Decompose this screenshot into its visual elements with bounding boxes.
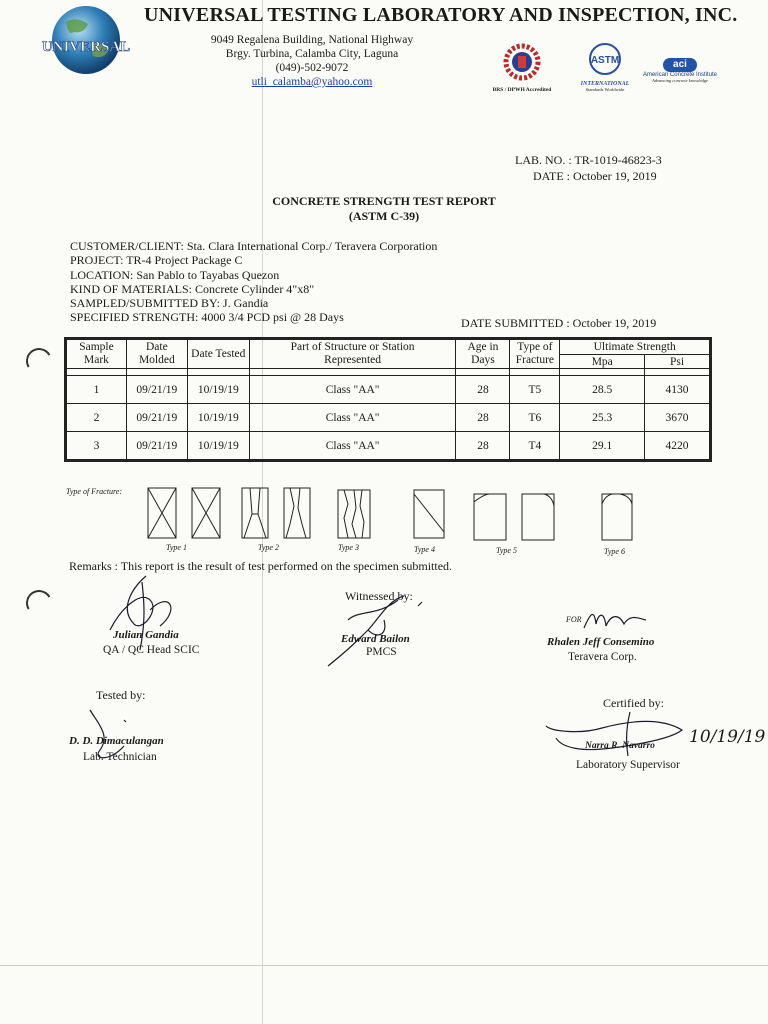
fracture-legend-label: Type of Fracture: (66, 487, 122, 496)
witnessed-by-label: Witnessed by: (345, 589, 413, 603)
fracture-type2-label: Type 2 (258, 543, 279, 552)
company-address-line1: 9049 Regalena Building, National Highway (210, 34, 414, 46)
cell-psi: 3670 (645, 404, 710, 432)
qa-signatory-name: Julian Gandia (113, 629, 179, 641)
fracture-type6-label: Type 6 (604, 547, 625, 556)
svg-text:UNIVERSAL: UNIVERSAL (41, 39, 131, 55)
signature-rhalen-consemino (580, 604, 650, 636)
cell-age: 28 (456, 432, 510, 460)
fracture-type3-label: Type 3 (338, 543, 359, 552)
fracture-type5-label: Type 5 (496, 546, 517, 555)
cell-fracture-type: T6 (510, 404, 560, 432)
cell-sample-mark: 1 (67, 376, 127, 404)
sampled-submitted-by: SAMPLED/SUBMITTED BY: J. Gandia (70, 296, 269, 311)
cell-part: Class "AA" (249, 376, 456, 404)
cell-date-molded: 09/21/19 (126, 432, 187, 460)
cell-date-tested: 10/19/19 (187, 432, 249, 460)
customer-client: CUSTOMER/CLIENT: Sta. Clara International Corp./ Teravera Corporation (70, 239, 438, 253)
teravera-signatory-role: Teravera Corp. (568, 651, 637, 663)
table-row (67, 376, 710, 404)
for-prefix: FOR (566, 615, 582, 624)
tested-by-label: Tested by: (96, 688, 146, 702)
lab-number: LAB. NO. : TR-1019-46823-3 (515, 153, 662, 167)
kind-of-materials: KIND OF MATERIALS: Concrete Cylinder 4"x8" (70, 281, 315, 296)
fracture-type4-diagram (414, 490, 444, 538)
fracture-type4-label: Type 4 (414, 545, 435, 554)
cell-date-tested: 10/19/19 (187, 404, 249, 432)
cell-date-molded: 09/21/19 (126, 404, 187, 432)
cell-date-tested: 10/19/19 (187, 376, 249, 404)
remarks: Remarks : This report is the result of test performed on the specimen submitted. (69, 559, 453, 573)
date-submitted: DATE SUBMITTED : October 19, 2019 (461, 316, 657, 330)
fracture-type2-diagram-a (242, 488, 268, 538)
table-row (67, 432, 710, 460)
cell-part: Class "AA" (249, 404, 456, 432)
company-name: UNIVERSAL TESTING LABORATORY AND INSPECTION, INC. (144, 4, 738, 26)
fracture-type5-diagram-b (522, 494, 554, 540)
table-row (67, 404, 710, 432)
signature-narra-navarro (542, 708, 692, 760)
col-header-psi: Psi (645, 355, 710, 369)
qa-signatory-role: QA / QC Head SCIC (103, 644, 200, 656)
cell-psi: 4220 (645, 432, 710, 460)
cell-psi: 4130 (645, 376, 710, 404)
company-address-line2: Brgy. Turbina, Calamba City, Laguna (225, 48, 399, 60)
company-logo (36, 4, 136, 78)
col-header-type-of-fracture: Type of Fracture (510, 340, 560, 369)
col-header-mpa: Mpa (560, 355, 645, 369)
col-header-age-in-days: Age in Days (456, 340, 510, 369)
pmcs-signatory-role: PMCS (366, 646, 397, 658)
fracture-type-diagrams (140, 484, 660, 546)
cell-part: Class "AA" (249, 432, 456, 460)
cell-mpa: 28.5 (560, 376, 645, 404)
location: LOCATION: San Pablo to Tayabas Quezon (70, 267, 280, 282)
cell-age: 28 (456, 404, 510, 432)
paper-edge-line (0, 965, 768, 966)
cell-date-molded: 09/21/19 (126, 376, 187, 404)
punch-hole-mark (23, 587, 55, 619)
svg-text:ASTM: ASTM (590, 55, 620, 66)
supervisor-name: Narra R. Navarro (585, 741, 655, 751)
project: PROJECT: TR-4 Project Package C (70, 253, 243, 268)
technician-name: D. D. Dimaculangan (69, 735, 164, 747)
results-table-frame (64, 337, 712, 462)
punch-hole-mark (23, 345, 55, 377)
report-title: CONCRETE STRENGTH TEST REPORT (272, 194, 496, 208)
pmcs-signatory-name: Edward Bailon (341, 633, 410, 645)
accreditation-badge-bps-dpwh: BRS / DPWH Accredited (492, 42, 552, 94)
cell-mpa: 25.3 (560, 404, 645, 432)
accreditation-badge-astm: ASTM INTERNATIONAL Standards Worldwide (577, 42, 633, 94)
col-header-part-of-structure: Part of Structure or Station Represented (249, 340, 456, 369)
fracture-type1-label: Type 1 (166, 543, 187, 552)
col-header-date-molded: Date Molded (126, 340, 187, 369)
col-header-ultimate-strength: Ultimate Strength (560, 340, 710, 355)
company-phone: (049)-502-9072 (275, 62, 349, 74)
certified-by-label: Certified by: (603, 696, 664, 710)
supervisor-role: Laboratory Supervisor (576, 759, 680, 771)
cell-fracture-type: T4 (510, 432, 560, 460)
col-header-date-tested: Date Tested (187, 340, 249, 369)
cell-mpa: 29.1 (560, 432, 645, 460)
cell-age: 28 (456, 376, 510, 404)
cell-sample-mark: 2 (67, 404, 127, 432)
specified-strength: SPECIFIED STRENGTH: 4000 3/4 PCD psi @ 28 Days (70, 310, 344, 325)
cell-fracture-type: T5 (510, 376, 560, 404)
supervisor-signed-date: 10/19/19 (689, 727, 766, 747)
report-info-block (70, 239, 437, 325)
teravera-signatory-name: Rhalen Jeff Consemino (547, 636, 655, 648)
accreditation-badge-aci: aci American Concrete Institute Advancing concrete knowledge (642, 59, 718, 83)
technician-role: Lab. Technician (83, 751, 157, 763)
results-table (66, 339, 710, 460)
report-date: DATE : October 19, 2019 (533, 169, 657, 183)
fracture-type5-diagram-a (474, 494, 506, 540)
company-email-link[interactable]: utli_calamba@yahoo.com (251, 76, 373, 88)
report-standard: (ASTM C-39) (348, 209, 420, 223)
cell-sample-mark: 3 (67, 432, 127, 460)
fracture-type6-diagram (602, 494, 632, 540)
col-header-sample-mark: Sample Mark (67, 340, 127, 369)
